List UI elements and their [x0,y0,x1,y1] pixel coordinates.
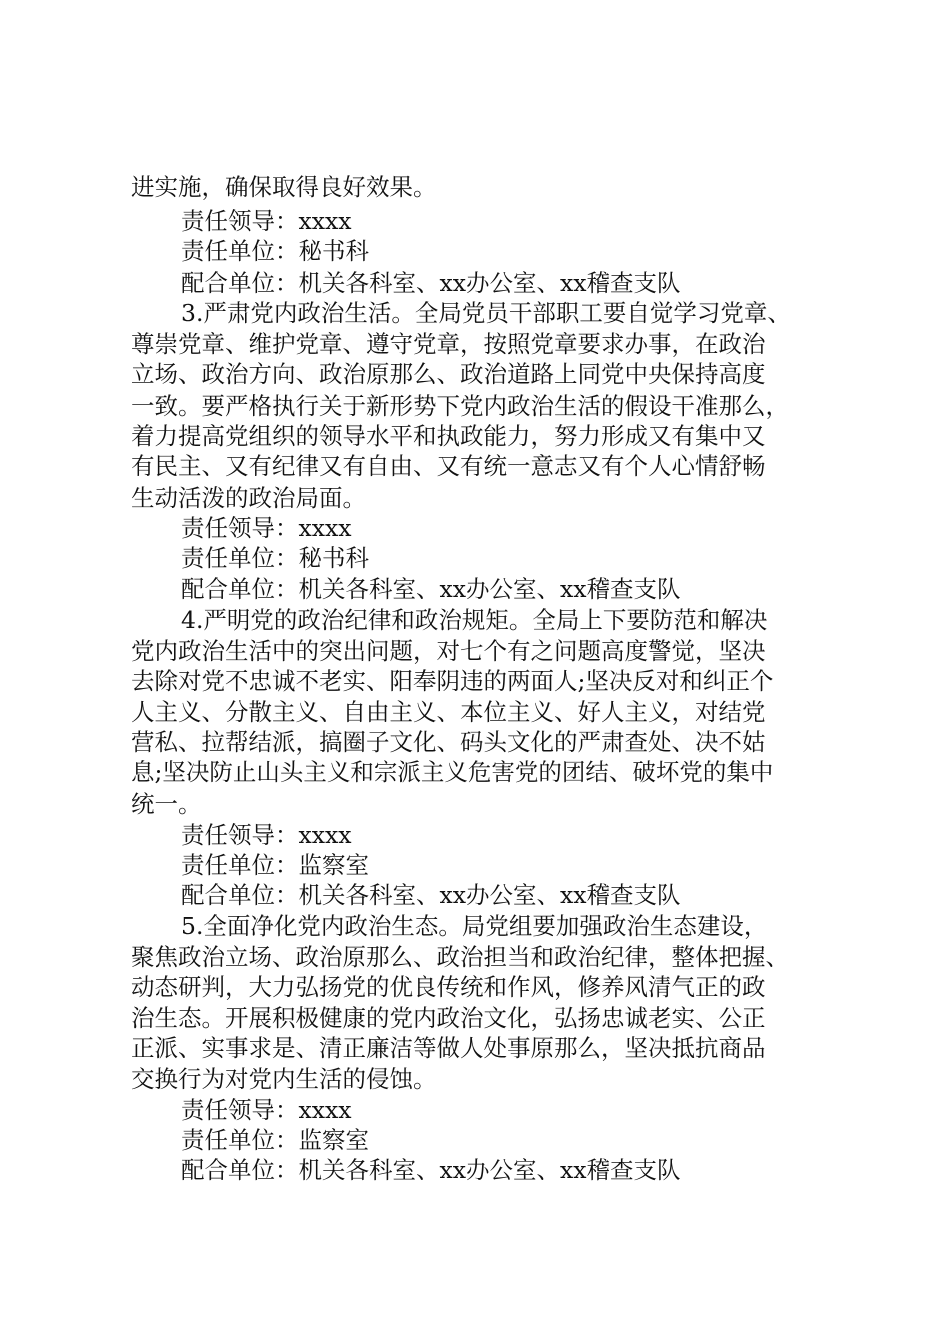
text-line: 正派、实事求是、清正廉洁等做人处事原那么，坚决抵抗商品 [131,1034,766,1062]
text-line: 聚焦政治立场、政治原那么、政治担当和政治纪律，整体把握、 [131,943,789,971]
text-line: 责任单位：秘书科 [181,544,369,572]
text-line: 责任领导：xxxx [181,207,352,235]
text-line: 交换行为对党内生活的侵蚀。 [131,1065,437,1093]
text-line: 配合单位：机关各科室、xx办公室、xx稽查支队 [181,881,681,909]
text-line: 治生态。开展积极健康的党内政治文化，弘扬忠诚老实、公正 [131,1004,766,1032]
text-line: 息;坚决防止山头主义和宗派主义危害党的团结、破坏党的集中 [131,758,774,786]
text-line: 责任单位：秘书科 [181,237,369,265]
text-line: 去除对党不忠诚不老实、阳奉阴违的两面人;坚决反对和纠正个 [131,667,774,695]
text-line: 4.严明党的政治纪律和政治规矩。全局上下要防范和解决 [181,606,768,634]
text-line: 责任单位：监察室 [181,1126,369,1154]
text-line: 责任单位：监察室 [181,851,369,879]
text-line: 统一。 [131,790,202,818]
text-line: 立场、政治方向、政治原那么、政治道路上同党中央保持高度 [131,360,766,388]
text-line: 配合单位：机关各科室、xx办公室、xx稽查支队 [181,269,681,297]
text-line: 党内政治生活中的突出问题，对七个有之问题高度警觉，坚决 [131,637,766,665]
text-line: 有民主、又有纪律又有自由、又有统一意志又有个人心情舒畅 [131,452,766,480]
text-line: 责任领导：xxxx [181,514,352,542]
text-line: 3.严肃党内政治生活。全局党员干部职工要自觉学习党章、 [181,299,791,327]
text-line: 人主义、分散主义、自由主义、本位主义、好人主义，对结党 [131,698,766,726]
text-line: 进实施，确保取得良好效果。 [131,173,437,201]
text-line: 配合单位：机关各科室、xx办公室、xx稽查支队 [181,575,681,603]
text-line: 着力提高党组织的领导水平和执政能力，努力形成又有集中又 [131,422,766,450]
text-line: 生动活泼的政治局面。 [131,484,366,512]
text-line: 配合单位：机关各科室、xx办公室、xx稽查支队 [181,1156,681,1184]
text-line: 一致。要严格执行关于新形势下党内政治生活的假设干准那么， [131,392,789,420]
text-line: 动态研判，大力弘扬党的优良传统和作风，修养风清气正的政 [131,973,766,1001]
text-line: 5.全面净化党内政治生态。局党组要加强政治生态建设， [181,912,768,940]
text-line: 营私、拉帮结派，搞圈子文化、码头文化的严肃查处、决不姑 [131,728,766,756]
text-line: 尊崇党章、维护党章、遵守党章，按照党章要求办事，在政治 [131,330,766,358]
text-line: 责任领导：xxxx [181,1096,352,1124]
text-line: 责任领导：xxxx [181,821,352,849]
